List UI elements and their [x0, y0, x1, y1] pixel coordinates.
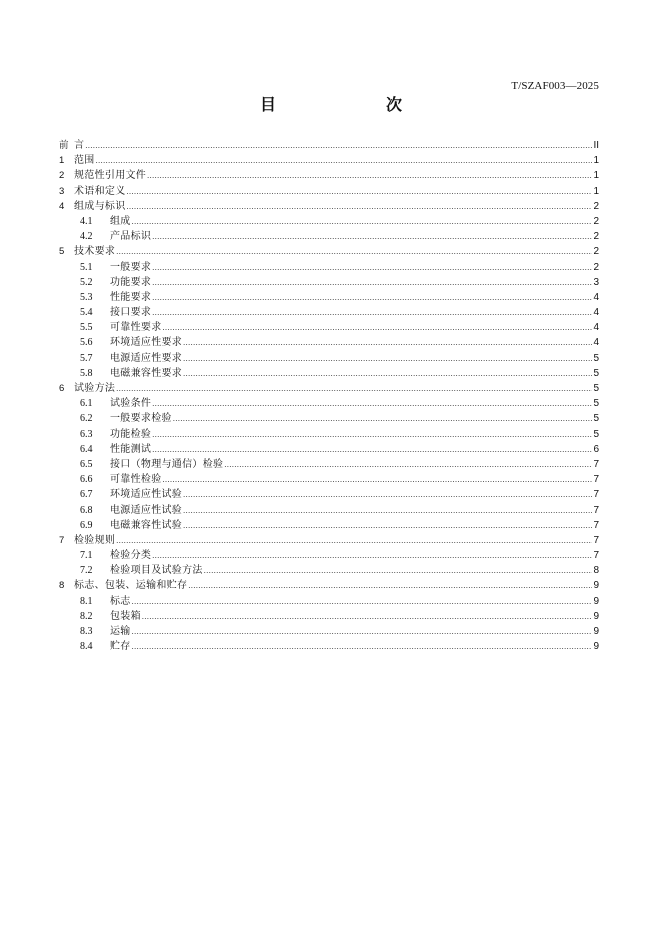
- toc-entry-title: 组成与标识: [74, 200, 126, 212]
- toc-subentry[interactable]: [59, 472, 599, 487]
- toc-page-number: 8: [593, 565, 599, 577]
- toc-dot-leader: [183, 351, 592, 366]
- toc-entry[interactable]: [59, 199, 599, 214]
- toc-page-number: 2: [593, 261, 599, 273]
- toc-page-number: 9: [593, 641, 599, 653]
- toc-page-number: 7: [593, 489, 599, 501]
- toc-page-number: 3: [593, 276, 599, 288]
- toc-entry-number: 4.2: [80, 231, 93, 243]
- toc-entry[interactable]: [59, 153, 599, 168]
- toc-subentry[interactable]: [59, 563, 599, 578]
- toc-subentry[interactable]: [59, 624, 599, 639]
- toc-page-number: 5: [593, 428, 599, 440]
- toc-entry-title: 功能要求: [110, 276, 152, 288]
- toc-entry-title: 范围: [74, 155, 95, 167]
- toc-dot-leader: [183, 518, 592, 533]
- toc-subentry[interactable]: [59, 442, 599, 457]
- toc-entry-title: 接口（物理与通信）检验: [110, 458, 224, 470]
- toc-entry-number: 2: [59, 170, 65, 182]
- toc-subentry[interactable]: [59, 290, 599, 305]
- toc-subentry[interactable]: [59, 366, 599, 381]
- toc-page-number: 7: [593, 474, 599, 486]
- toc-entry-number: 5.8: [80, 367, 93, 379]
- toc-entry-number: 5.2: [80, 276, 93, 288]
- toc-page-number: 9: [593, 580, 599, 592]
- toc-entry-number: 3: [59, 185, 65, 197]
- toc-entry-number: 6.3: [80, 428, 93, 440]
- toc-subentry[interactable]: [59, 594, 599, 609]
- toc-entry-title: 术语和定义: [74, 185, 126, 197]
- toc-page-number: 2: [593, 231, 599, 243]
- toc-dot-leader: [127, 184, 593, 199]
- toc-page-number: 5: [593, 383, 599, 394]
- toc-entry-number: 8.2: [80, 610, 93, 622]
- toc-entry[interactable]: [59, 184, 599, 199]
- toc-entry-title: 检验项目及试验方法: [110, 565, 203, 577]
- toc-dot-leader: [152, 229, 592, 244]
- toc-entry-number: 6.6: [80, 474, 93, 486]
- toc-subentry[interactable]: [59, 487, 599, 502]
- toc-page-number: 2: [593, 215, 599, 227]
- toc-entry-title: 标志: [110, 595, 131, 607]
- toc-entry-title: 一般要求检验: [110, 413, 172, 425]
- toc-subentry[interactable]: [59, 548, 599, 563]
- toc-entry-number: 6: [59, 383, 65, 394]
- toc-dot-leader: [152, 548, 592, 563]
- toc-dot-leader: [152, 442, 592, 457]
- toc-page-number: 2: [593, 200, 599, 212]
- toc-entry-number: 8.3: [80, 626, 93, 637]
- toc-dot-leader: [152, 427, 592, 442]
- toc-page-number: 7: [593, 458, 599, 470]
- toc-page-number: 6: [593, 443, 599, 455]
- toc-dot-leader: [132, 594, 593, 609]
- toc-entry-number: 8.1: [80, 595, 93, 607]
- toc-entry-title: 一般要求: [110, 261, 152, 273]
- toc-page-number: 4: [593, 291, 599, 303]
- toc-entry-number: 4.1: [80, 215, 93, 227]
- toc-page-number: 9: [593, 595, 599, 607]
- toc-subentry[interactable]: [59, 351, 599, 366]
- toc-dot-leader: [116, 381, 592, 396]
- page-title: 目 次: [259, 95, 428, 114]
- toc-entry-title: 贮存: [110, 641, 131, 653]
- toc-subentry[interactable]: [59, 503, 599, 518]
- toc-entry-title: 性能测试: [110, 443, 152, 455]
- toc-subentry[interactable]: [59, 260, 599, 275]
- toc-entry-title: 技术要求: [74, 246, 116, 258]
- toc-entry-number: 6.8: [80, 504, 93, 516]
- toc-entry-title: 运输: [110, 626, 131, 637]
- toc-entry-title: 规范性引用文件: [74, 170, 147, 182]
- toc-page-number: 4: [593, 337, 599, 349]
- toc-entry-number: 8: [59, 580, 65, 592]
- toc-dot-leader: [85, 138, 592, 153]
- toc-dot-leader: [142, 609, 593, 624]
- toc-entry-number: 5.5: [80, 322, 93, 334]
- toc-entry-number: 6.2: [80, 413, 93, 425]
- toc-entry-title: 可靠性检验: [110, 474, 162, 486]
- toc-entry-title: 电磁兼容性试验: [110, 519, 183, 531]
- toc-page-number: 7: [593, 504, 599, 516]
- toc-dot-leader: [152, 305, 592, 320]
- toc-page-number: 9: [593, 626, 599, 637]
- toc-page-number: 9: [593, 610, 599, 622]
- toc-entry-number: 前: [59, 140, 69, 151]
- toc-page-number: 7: [593, 550, 599, 562]
- toc-subentry[interactable]: [59, 411, 599, 426]
- toc-entry-title: 电源适应性试验: [110, 504, 183, 516]
- toc-subentry[interactable]: [59, 427, 599, 442]
- toc-dot-leader: [163, 472, 593, 487]
- toc-entry-number: 4: [59, 200, 65, 212]
- toc-dot-leader: [132, 624, 593, 639]
- toc-entry-number: 5.4: [80, 307, 93, 319]
- toc-subentry[interactable]: [59, 275, 599, 290]
- toc-entry-title: 电源适应性要求: [110, 352, 183, 364]
- toc-dot-leader: [116, 244, 592, 259]
- toc-page-number: 2: [593, 246, 599, 258]
- toc-entry-number: 6.4: [80, 443, 93, 455]
- toc-entry[interactable]: [59, 168, 599, 183]
- table-of-contents: [59, 138, 599, 654]
- toc-entry-number: 6.9: [80, 519, 93, 531]
- toc-dot-leader: [152, 275, 592, 290]
- toc-subentry[interactable]: [59, 335, 599, 350]
- toc-page-number: 4: [593, 322, 599, 334]
- toc-entry-number: 5.3: [80, 291, 93, 303]
- toc-entry-title: 性能要求: [110, 291, 152, 303]
- toc-subentry[interactable]: [59, 457, 599, 472]
- toc-entry-title: 标志、包装、运输和贮存: [74, 580, 188, 592]
- toc-entry-number: 5.7: [80, 352, 93, 364]
- toc-page-number: II: [593, 140, 599, 151]
- toc-subentry[interactable]: [59, 609, 599, 624]
- toc-subentry[interactable]: [59, 305, 599, 320]
- toc-dot-leader: [96, 153, 593, 168]
- toc-entry-title: 检验规则: [74, 534, 116, 546]
- toc-page-number: 5: [593, 352, 599, 364]
- toc-entry[interactable]: [59, 138, 599, 153]
- toc-page-number: 7: [593, 519, 599, 531]
- toc-entry[interactable]: [59, 244, 599, 259]
- toc-entry-title: 试验条件: [110, 398, 152, 410]
- toc-entry-title: 试验方法: [74, 383, 116, 394]
- standard-code: T/SZAF003—2025: [511, 80, 599, 92]
- toc-dot-leader: [132, 639, 593, 654]
- toc-dot-leader: [183, 366, 592, 381]
- toc-page-number: 1: [593, 155, 599, 167]
- toc-subentry[interactable]: [59, 396, 599, 411]
- toc-entry-title: 言: [74, 140, 85, 151]
- toc-entry-title: 环境适应性试验: [110, 489, 183, 501]
- toc-entry-number: 7.2: [80, 565, 93, 577]
- toc-entry-number: 6.5: [80, 458, 93, 470]
- toc-entry-title: 包装箱: [110, 610, 141, 622]
- toc-entry-title: 检验分类: [110, 550, 152, 562]
- toc-subentry[interactable]: [59, 518, 599, 533]
- toc-dot-leader: [127, 199, 593, 214]
- toc-dot-leader: [173, 411, 593, 426]
- toc-page-number: 5: [593, 367, 599, 379]
- toc-entry-title: 电磁兼容性要求: [110, 367, 183, 379]
- toc-entry-number: 5: [59, 246, 65, 258]
- toc-entry-number: 1: [59, 155, 65, 167]
- toc-entry-number: 6.7: [80, 489, 93, 501]
- toc-dot-leader: [188, 578, 592, 593]
- toc-page-number: 5: [593, 398, 599, 410]
- toc-entry[interactable]: [59, 381, 599, 396]
- toc-entry[interactable]: [59, 578, 599, 593]
- toc-subentry[interactable]: [59, 639, 599, 654]
- toc-entry[interactable]: [59, 533, 599, 548]
- toc-dot-leader: [183, 487, 592, 502]
- toc-dot-leader: [183, 503, 592, 518]
- toc-subentry[interactable]: [59, 320, 599, 335]
- toc-entry-number: 7.1: [80, 550, 93, 562]
- toc-dot-leader: [132, 214, 593, 229]
- toc-entry-title: 产品标识: [110, 231, 152, 243]
- toc-page-number: 1: [593, 185, 599, 197]
- toc-dot-leader: [116, 533, 592, 548]
- toc-entry-number: 5.6: [80, 337, 93, 349]
- toc-subentry[interactable]: [59, 229, 599, 244]
- toc-entry-number: 8.4: [80, 641, 93, 653]
- toc-dot-leader: [152, 290, 592, 305]
- toc-entry-number: 6.1: [80, 398, 93, 410]
- toc-entry-title: 接口要求: [110, 307, 152, 319]
- toc-entry-title: 组成: [110, 215, 131, 227]
- toc-dot-leader: [152, 396, 592, 411]
- toc-dot-leader: [224, 457, 592, 472]
- toc-entry-number: 7: [59, 534, 65, 546]
- toc-page-number: 1: [593, 170, 599, 182]
- toc-dot-leader: [204, 563, 593, 578]
- toc-entry-number: 5.1: [80, 261, 93, 273]
- toc-entry-title: 功能检验: [110, 428, 152, 440]
- toc-page-number: 5: [593, 413, 599, 425]
- toc-subentry[interactable]: [59, 214, 599, 229]
- toc-dot-leader: [183, 335, 592, 350]
- toc-dot-leader: [152, 260, 592, 275]
- toc-page-number: 4: [593, 307, 599, 319]
- toc-entry-title: 可靠性要求: [110, 322, 162, 334]
- toc-dot-leader: [147, 168, 592, 183]
- toc-entry-title: 环境适应性要求: [110, 337, 183, 349]
- toc-dot-leader: [163, 320, 593, 335]
- toc-page-number: 7: [593, 534, 599, 546]
